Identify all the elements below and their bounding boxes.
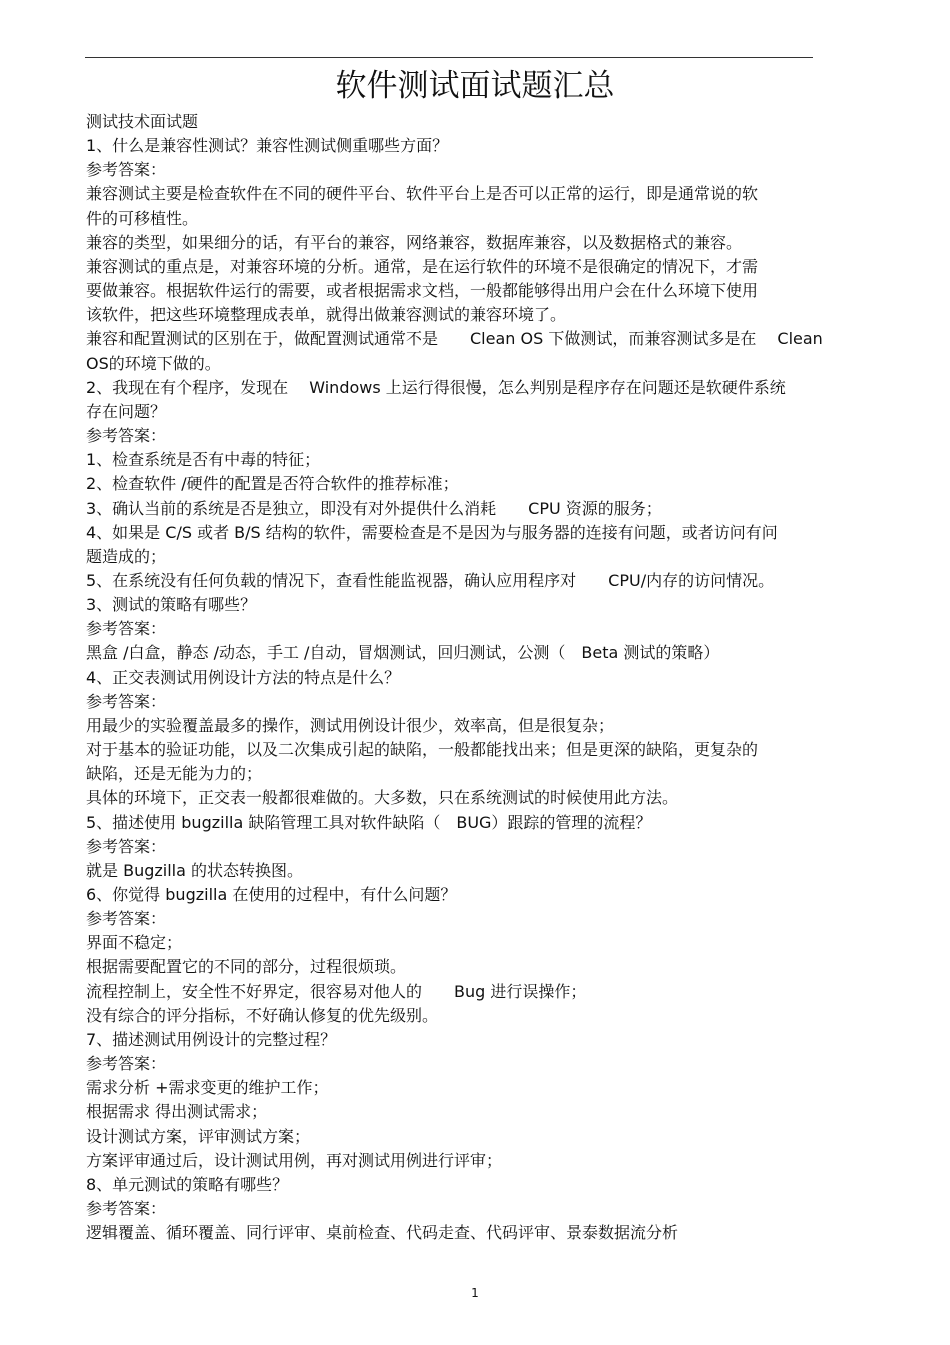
text-line: 1、什么是兼容性测试？兼容性测试侧重哪些方面？ [86, 136, 449, 156]
text-line: 参考答案： [86, 619, 167, 639]
text-line: 设计测试方案，评审测试方案； [86, 1126, 311, 1146]
text-line: 对于基本的验证功能，以及二次集成引起的缺陷，一般都能找出来；但是更深的缺陷，更复杂的 [86, 740, 759, 760]
text-line: 界面不稳定； [86, 933, 183, 953]
text-line: 流程控制上，安全性不好界定，很容易对他人的 Bug 进行误操作； [86, 981, 587, 1001]
document-title: 软件测试面试题汇总 [335, 68, 615, 104]
text-line: 要做兼容。根据软件运行的需要，或者根据需求文档，一般都能够得出用户会在什么环境下使用 [86, 281, 759, 301]
text-line: 逻辑覆盖、循环覆盖、同行评审、桌前检查、代码走查、代码评审、景泰数据流分析 [86, 1223, 679, 1243]
text-line: 兼容测试主要是检查软件在不同的硬件平台、软件平台上是否可以正常的运行，即是通常说的软 [86, 184, 759, 204]
page-number: 1 [471, 1286, 479, 1300]
text-line: 参考答案： [86, 1054, 167, 1074]
text-line: 测试技术面试题 [86, 112, 199, 131]
text-line: 件的可移植性。 [86, 208, 199, 228]
text-line: 用最少的实验覆盖最多的操作，测试用例设计很少，效率高，但是很复杂； [86, 715, 615, 735]
text-line: 参考答案： [86, 691, 167, 711]
text-line: 4、如果是 C/S 或者 B/S 结构的软件，需要检查是不是因为与服务器的连接有问题，或者访问有问 [86, 522, 778, 542]
text-line: 3、测试的策略有哪些？ [86, 595, 257, 615]
text-line: 7、描述测试用例设计的完整过程？ [86, 1029, 337, 1049]
text-line: 参考答案： [86, 1199, 167, 1219]
text-line: 兼容和配置测试的区别在于，做配置测试通常不是 Clean OS 下做测试，而兼容测试多是在 Clean [86, 329, 823, 349]
text-line: 存在问题？ [86, 401, 167, 421]
text-line: 参考答案： [86, 426, 167, 446]
document-body [86, 110, 916, 1245]
text-line: 8、单元测试的策略有哪些？ [86, 1174, 289, 1194]
text-line: 4、正交表测试用例设计方法的特点是什么？ [86, 667, 401, 687]
text-line: 参考答案： [86, 160, 167, 180]
text-line: 参考答案： [86, 909, 167, 929]
text-line: 缺陷，还是无能为力的； [86, 764, 263, 784]
text-line: 黑盒 /白盒，静态 /动态，手工 /自动，冒烟测试，回归测试，公测（ Beta 测试的策略） [86, 643, 720, 663]
text-line: 具体的环境下，正交表一般都很难做的。大多数，只在系统测试的时候使用此方法。 [86, 788, 679, 808]
text-line: 就是 Bugzilla 的状态转换图。 [86, 860, 303, 880]
text-line: 2、我现在有个程序，发现在 Windows 上运行得很慢，怎么判别是程序存在问题还是软硬件系统 [86, 377, 786, 397]
text-line: 根据需要配置它的不同的部分，过程很烦琐。 [86, 957, 407, 977]
header-rule [85, 57, 813, 58]
text-line: 没有综合的评分指标，不好确认修复的优先级别。 [86, 1005, 439, 1025]
text-line: 1、检查系统是否有中毒的特征； [86, 450, 321, 470]
text-line: 6、你觉得 bugzilla 在使用的过程中，有什么问题？ [86, 885, 457, 904]
text-line: 题造成的； [86, 546, 167, 566]
text-line: 方案评审通过后，设计测试用例，再对测试用例进行评审； [86, 1150, 503, 1170]
text-line: 兼容测试的重点是，对兼容环境的分析。通常，是在运行软件的环境不是很确定的情况下，才需 [86, 256, 759, 276]
text-line: 5、在系统没有任何负载的情况下，查看性能监视器，确认应用程序对 CPU/内存的访问情况。 [86, 570, 775, 590]
text-line: 参考答案： [86, 836, 167, 856]
text-line: 3、确认当前的系统是否是独立，即没有对外提供什么消耗 CPU 资源的服务； [86, 498, 662, 518]
text-line: 该软件，把这些环境整理成表单，就得出做兼容测试的兼容环境了。 [86, 305, 567, 325]
text-line: 根据需求 得出测试需求； [86, 1102, 268, 1122]
text-line: 5、描述使用 bugzilla 缺陷管理工具对软件缺陷（ BUG）跟踪的管理的流程？ [86, 812, 652, 832]
text-line: 需求分析 +需求变更的维护工作； [86, 1078, 329, 1098]
text-line: 2、检查软件 /硬件的配置是否符合软件的推荐标准； [86, 474, 459, 494]
text-line: OS的环境下做的。 [86, 353, 221, 373]
text-line: 兼容的类型，如果细分的话，有平台的兼容，网络兼容，数据库兼容，以及数据格式的兼容。 [86, 232, 743, 252]
